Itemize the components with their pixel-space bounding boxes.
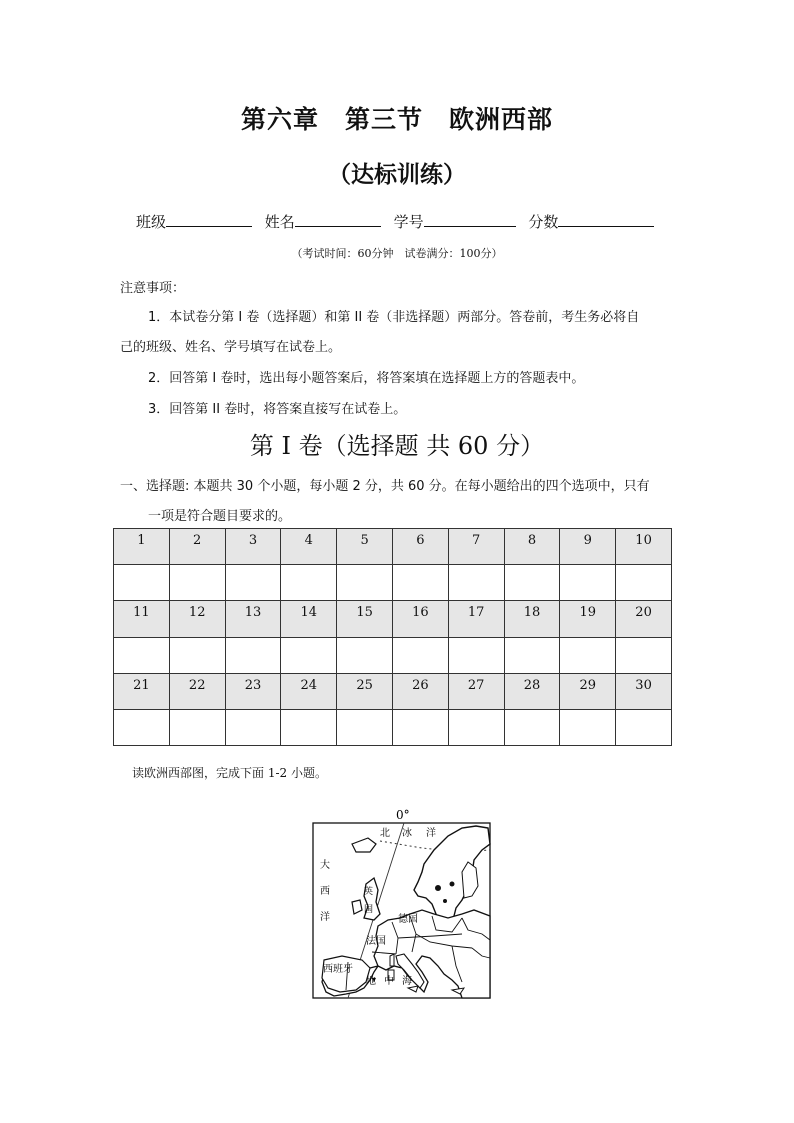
answer-cell[interactable] — [392, 709, 448, 745]
name-label: 姓名 — [264, 213, 295, 231]
label-france: 法国 — [366, 936, 386, 947]
page-title: 第六章 第三节 欧洲西部 — [240, 105, 553, 134]
answer-table — [113, 528, 672, 746]
question-number-cell: 30 — [616, 673, 672, 709]
question-number-cell: 23 — [225, 673, 281, 709]
question-number-row — [114, 529, 672, 565]
question-number-cell: 6 — [392, 529, 448, 565]
label-ocean: 洋 — [426, 828, 436, 839]
question-number-cell: 3 — [225, 529, 281, 565]
question-number-cell: 4 — [281, 529, 337, 565]
label-hai: 海 — [402, 976, 412, 987]
question-number-cell: 12 — [169, 601, 225, 637]
answer-cell[interactable] — [169, 637, 225, 673]
section-one-instruction-2: 一项是符合题目要求的。 — [148, 509, 292, 524]
answer-cell[interactable] — [337, 637, 393, 673]
answer-cell[interactable] — [281, 709, 337, 745]
meridian-label: 0° — [396, 808, 410, 822]
notice-title: 注意事项： — [120, 281, 186, 296]
label-di: 地 — [366, 976, 376, 987]
label-ocean-2: 洋 — [320, 912, 330, 923]
answer-cell[interactable] — [225, 709, 281, 745]
answer-cell[interactable] — [392, 565, 448, 601]
lake-mark — [450, 882, 455, 887]
answer-cell[interactable] — [337, 709, 393, 745]
lake-mark — [443, 899, 447, 903]
map-instruction: 读欧洲西部图，完成下面 1-2 小题。 — [132, 766, 327, 780]
question-number-cell: 19 — [560, 601, 616, 637]
question-number-cell: 24 — [281, 673, 337, 709]
question-number-row — [114, 601, 672, 637]
exam-time: （考试时间：60分钟 试卷满分：100分） — [291, 247, 503, 260]
label-zhong: 中 — [384, 976, 394, 987]
question-number-cell: 21 — [114, 673, 170, 709]
label-big: 大 — [320, 860, 330, 871]
notice-item-3: 3．回答第 II 卷时，将答案直接写在试卷上。 — [148, 402, 407, 417]
question-number-cell: 2 — [169, 529, 225, 565]
question-number-cell: 9 — [560, 529, 616, 565]
question-number-cell: 22 — [169, 673, 225, 709]
question-number-cell: 14 — [281, 601, 337, 637]
answer-cell[interactable] — [225, 637, 281, 673]
answer-row — [114, 637, 672, 673]
page-subtitle: （达标训练） — [328, 162, 466, 188]
question-number-row — [114, 673, 672, 709]
answer-cell[interactable] — [114, 637, 170, 673]
notice-item-1a: 1．本试卷分第 I 卷（选择题）和第 II 卷（非选择题）两部分。答卷前，考生务必将自 — [148, 310, 640, 325]
answer-cell[interactable] — [281, 565, 337, 601]
answer-cell[interactable] — [448, 709, 504, 745]
question-number-cell: 1 — [114, 529, 170, 565]
answer-cell[interactable] — [337, 565, 393, 601]
answer-cell[interactable] — [225, 565, 281, 601]
corsica-outline — [390, 954, 394, 966]
answer-cell[interactable] — [504, 637, 560, 673]
label-germany: 德国 — [398, 914, 418, 925]
question-number-cell: 13 — [225, 601, 281, 637]
answer-cell[interactable] — [448, 637, 504, 673]
id-blank[interactable] — [424, 212, 516, 227]
question-number-cell: 18 — [504, 601, 560, 637]
question-number-cell: 20 — [616, 601, 672, 637]
question-number-cell: 28 — [504, 673, 560, 709]
question-number-cell: 29 — [560, 673, 616, 709]
answer-cell[interactable] — [448, 565, 504, 601]
label-ice: 冰 — [402, 828, 412, 839]
answer-cell[interactable] — [504, 565, 560, 601]
answer-cell[interactable] — [169, 709, 225, 745]
score-label: 分数 — [528, 213, 559, 231]
answer-cell[interactable] — [616, 709, 672, 745]
question-number-cell: 26 — [392, 673, 448, 709]
student-info-line — [136, 211, 662, 232]
question-number-cell: 8 — [504, 529, 560, 565]
answer-cell[interactable] — [504, 709, 560, 745]
label-uk-bottom: 国 — [364, 905, 374, 915]
score-blank[interactable] — [558, 212, 654, 227]
lake-mark — [435, 885, 441, 891]
notice-item-2: 2．回答第 I 卷时，选出每小题答案后，将答案填在选择题上方的答题表中。 — [148, 371, 585, 386]
answer-row — [114, 565, 672, 601]
answer-cell[interactable] — [281, 637, 337, 673]
label-spain: 西班牙 — [323, 964, 353, 975]
question-number-cell: 25 — [337, 673, 393, 709]
question-number-cell: 17 — [448, 601, 504, 637]
answer-cell[interactable] — [114, 565, 170, 601]
answer-cell[interactable] — [169, 565, 225, 601]
answer-cell[interactable] — [560, 709, 616, 745]
question-number-cell: 10 — [616, 529, 672, 565]
question-number-cell: 7 — [448, 529, 504, 565]
question-number-cell: 15 — [337, 601, 393, 637]
answer-cell[interactable] — [560, 637, 616, 673]
label-north: 北 — [380, 828, 390, 839]
answer-cell[interactable] — [616, 565, 672, 601]
class-blank[interactable] — [166, 212, 252, 227]
notice-item-1b: 己的班级、姓名、学号填写在试卷上。 — [120, 340, 342, 355]
question-number-cell: 27 — [448, 673, 504, 709]
section-one-title: 第 I 卷（选择题 共 60 分） — [249, 432, 545, 460]
answer-row — [114, 709, 672, 745]
answer-cell[interactable] — [616, 637, 672, 673]
question-number-cell: 16 — [392, 601, 448, 637]
section-one-instruction-1: 一、选择题: 本题共 30 个小题，每小题 2 分，共 60 分。在每小题给出的四个选项中，只有 — [120, 479, 650, 494]
question-number-cell: 5 — [337, 529, 393, 565]
label-west: 西 — [320, 886, 330, 897]
answer-cell[interactable] — [114, 709, 170, 745]
name-blank[interactable] — [295, 212, 381, 227]
answer-cell[interactable] — [392, 637, 448, 673]
id-label: 学号 — [393, 213, 424, 231]
western-europe-map — [312, 806, 492, 1000]
class-label: 班级 — [136, 213, 167, 231]
question-number-cell: 11 — [114, 601, 170, 637]
answer-cell[interactable] — [560, 565, 616, 601]
label-uk-top: 英 — [364, 887, 374, 897]
